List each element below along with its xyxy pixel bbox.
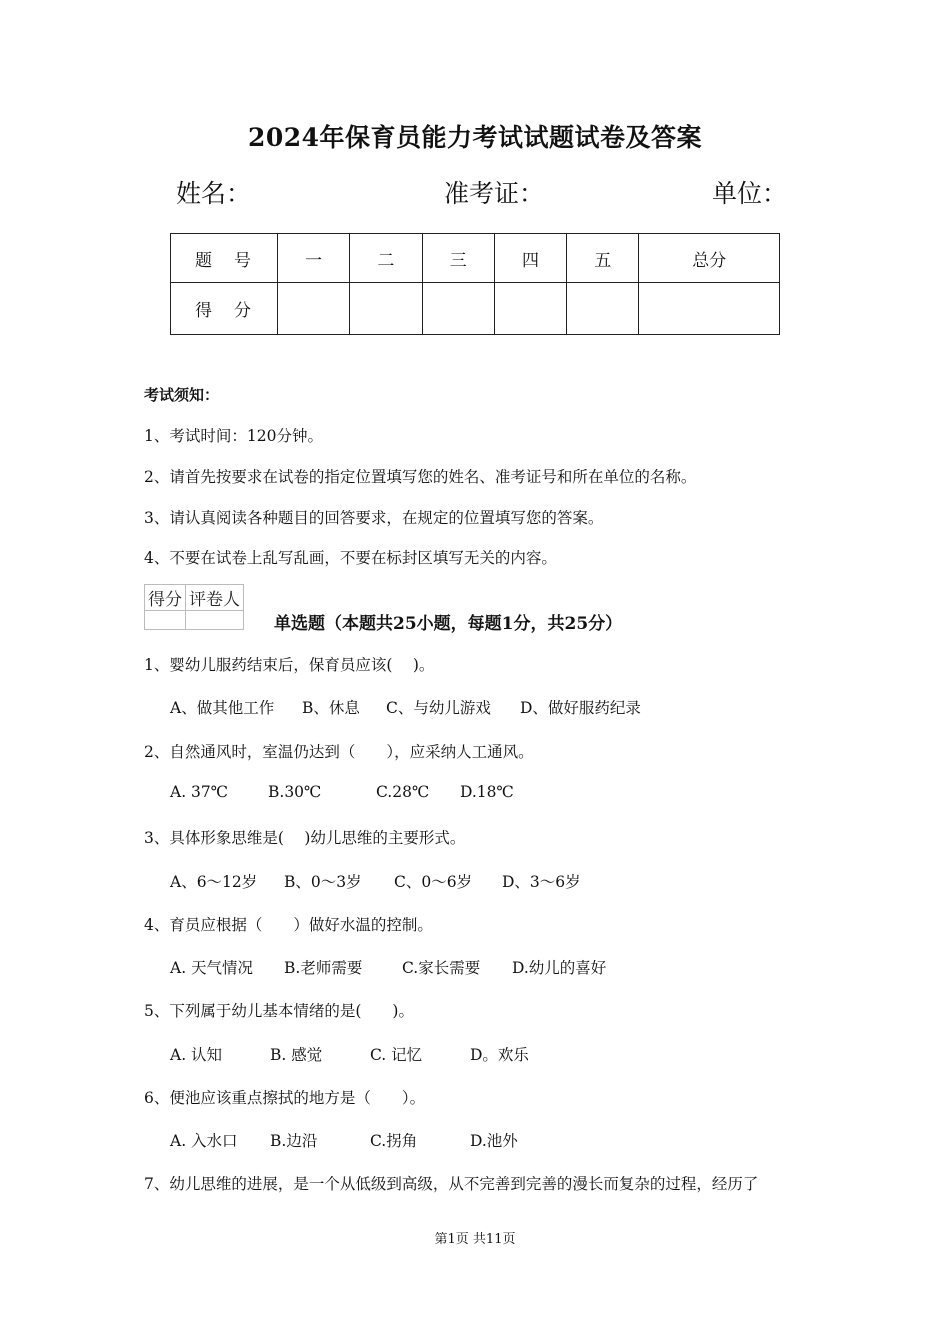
score-table-column: 四 xyxy=(494,234,566,283)
option[interactable]: A. 入水口 xyxy=(170,1132,238,1150)
score-table-column: 二 xyxy=(350,234,422,283)
score-cell[interactable] xyxy=(494,283,566,335)
option[interactable]: A. 37℃ xyxy=(170,783,229,801)
score-table-column: 五 xyxy=(567,234,639,283)
score-table-score-row xyxy=(171,283,780,335)
page-footer: 第1页 共11页 xyxy=(434,1232,516,1247)
option[interactable]: B、0～3岁 xyxy=(284,873,362,891)
option[interactable]: C.拐角 xyxy=(370,1132,418,1150)
notice-item: 1、考试时间：120分钟。 xyxy=(144,427,323,445)
grader-box xyxy=(144,584,244,630)
grader-score-cell[interactable] xyxy=(145,611,186,630)
grader-score-label: 得分 xyxy=(145,585,186,611)
option[interactable]: C、与幼儿游戏 xyxy=(386,699,491,717)
notice-item: 4、不要在试卷上乱写乱画，不要在标封区填写无关的内容。 xyxy=(144,549,557,567)
notice-item: 2、请首先按要求在试卷的指定位置填写您的姓名、准考证号和所在单位的名称。 xyxy=(144,468,697,486)
option[interactable]: A、做其他工作 xyxy=(170,699,275,717)
option[interactable]: D、做好服药纪录 xyxy=(520,699,641,717)
option[interactable]: A. 认知 xyxy=(170,1046,223,1064)
score-table-column: 三 xyxy=(422,234,494,283)
option[interactable]: D.幼儿的喜好 xyxy=(512,959,607,977)
option[interactable]: B.老师需要 xyxy=(284,959,363,977)
option[interactable]: B.30℃ xyxy=(268,783,322,801)
question-text: 5、下列属于幼儿基本情绪的是( )。 xyxy=(144,1002,414,1020)
grader-name-cell[interactable] xyxy=(186,611,244,630)
option[interactable]: C、0～6岁 xyxy=(394,873,473,891)
option[interactable]: B.边沿 xyxy=(270,1132,318,1150)
option[interactable]: B. 感觉 xyxy=(270,1046,323,1064)
score-table-row-label: 得分 xyxy=(171,283,278,335)
score-cell[interactable] xyxy=(350,283,422,335)
question-text: 2、自然通风时，室温仍达到（ ），应采纳人工通风。 xyxy=(144,743,534,761)
score-cell[interactable] xyxy=(422,283,494,335)
option[interactable]: D。欢乐 xyxy=(470,1046,529,1064)
question-text: 4、育员应根据（ ）做好水温的控制。 xyxy=(144,916,433,934)
option[interactable]: A、6～12岁 xyxy=(170,873,258,891)
notice-heading: 考试须知： xyxy=(144,386,220,404)
option[interactable]: A. 天气情况 xyxy=(170,959,254,977)
question-text: 1、婴幼儿服药结束后，保育员应该( )。 xyxy=(144,656,435,674)
option[interactable]: C. 记忆 xyxy=(370,1046,423,1064)
option[interactable]: D.池外 xyxy=(470,1132,518,1150)
score-cell[interactable] xyxy=(278,283,350,335)
question-options xyxy=(170,1129,518,1151)
section-title: 单选题（本题共25小题，每题1分，共25分） xyxy=(274,614,623,634)
grader-name-label: 评卷人 xyxy=(186,585,244,611)
question-options xyxy=(170,783,514,801)
question-options xyxy=(170,870,581,892)
question-options xyxy=(170,696,641,718)
option[interactable]: D、3～6岁 xyxy=(502,873,581,891)
document-title: 2024年保育员能力考试试题试卷及答案 xyxy=(247,123,703,152)
score-table-row-label: 题号 xyxy=(171,234,278,283)
option[interactable]: B、休息 xyxy=(302,699,360,717)
question-text: 6、便池应该重点擦拭的地方是（ ）。 xyxy=(144,1089,426,1107)
score-table xyxy=(170,233,780,335)
name-field-label: 姓名： xyxy=(176,179,252,208)
option[interactable]: C.家长需要 xyxy=(402,959,481,977)
score-cell[interactable] xyxy=(639,283,780,335)
option[interactable]: D.18℃ xyxy=(460,783,514,801)
unit-field-label: 单位： xyxy=(712,179,788,208)
exam-id-field-label: 准考证： xyxy=(444,179,545,208)
question-text: 3、具体形象思维是( )幼儿思维的主要形式。 xyxy=(144,829,466,847)
question-options xyxy=(170,956,606,978)
score-table-column: 总分 xyxy=(639,234,780,283)
score-table-header-row xyxy=(171,234,780,283)
question-text: 7、幼儿思维的进展，是一个从低级到高级，从不完善到完善的漫长而复杂的过程，经历了 xyxy=(144,1175,759,1193)
option[interactable]: C.28℃ xyxy=(376,783,430,801)
score-cell[interactable] xyxy=(567,283,639,335)
notice-item: 3、请认真阅读各种题目的回答要求，在规定的位置填写您的答案。 xyxy=(144,509,604,527)
question-options xyxy=(170,1043,529,1065)
score-table-column: 一 xyxy=(278,234,350,283)
